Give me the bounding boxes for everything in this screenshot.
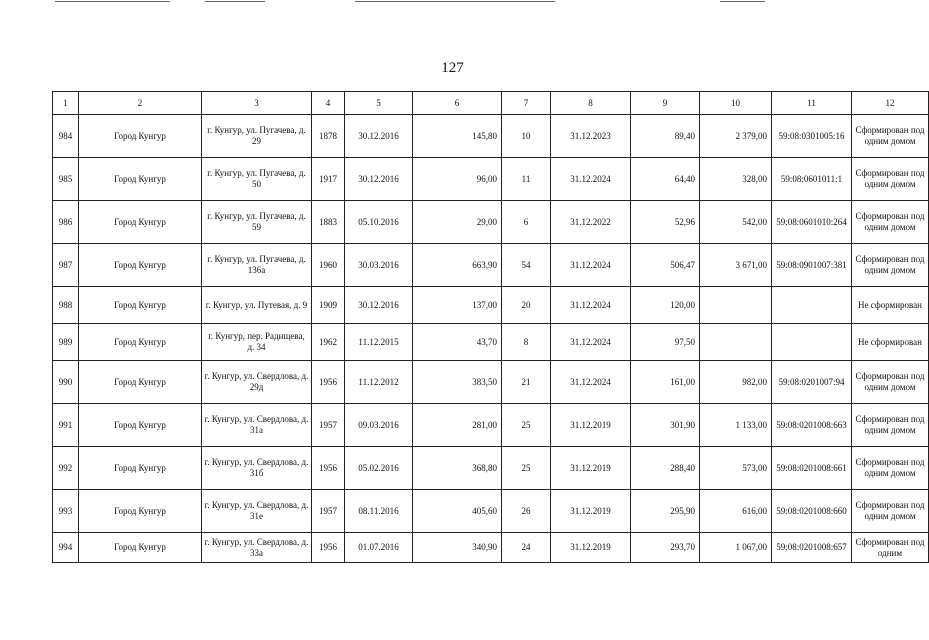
year-cell: 1878 <box>312 115 345 158</box>
row-number-cell: 984 <box>53 115 79 158</box>
status-cell: Сформирован под одним домом <box>852 404 929 447</box>
land-area-cell: 982,00 <box>700 361 772 404</box>
status-cell: Сформирован под одним <box>852 533 929 563</box>
area-cell: 405,60 <box>413 490 502 533</box>
column-header: 8 <box>551 92 631 115</box>
table-row <box>53 244 929 287</box>
deadline-cell: 31.12.2019 <box>551 447 631 490</box>
table-row <box>53 158 929 201</box>
residents-cell: 25 <box>502 447 551 490</box>
land-area-cell: 573,00 <box>700 447 772 490</box>
address-cell: г. Кунгур, ул. Пугачева, д. 59 <box>202 201 312 244</box>
planned-area-cell: 301,90 <box>631 404 700 447</box>
column-header: 2 <box>79 92 202 115</box>
land-area-cell: 3 671,00 <box>700 244 772 287</box>
planned-area-cell: 120,00 <box>631 287 700 324</box>
year-cell: 1956 <box>312 533 345 563</box>
municipality-cell: Город Кунгур <box>79 490 202 533</box>
address-cell: г. Кунгур, ул. Пугачева, д. 50 <box>202 158 312 201</box>
row-number-cell: 991 <box>53 404 79 447</box>
deadline-cell: 31.12.2024 <box>551 361 631 404</box>
municipality-cell: Город Кунгур <box>79 361 202 404</box>
table-row <box>53 115 929 158</box>
cadastral-number-cell: 59:08:0601011:1 <box>772 158 852 201</box>
row-number-cell: 994 <box>53 533 79 563</box>
area-cell: 137,00 <box>413 287 502 324</box>
municipality-cell: Город Кунгур <box>79 447 202 490</box>
cadastral-number-cell <box>772 324 852 361</box>
deadline-cell: 31.12.2024 <box>551 287 631 324</box>
date-cell: 30.12.2016 <box>345 287 413 324</box>
status-cell: Сформирован под одним домом <box>852 361 929 404</box>
residents-cell: 24 <box>502 533 551 563</box>
area-cell: 145,80 <box>413 115 502 158</box>
date-cell: 11.12.2015 <box>345 324 413 361</box>
planned-area-cell: 161,00 <box>631 361 700 404</box>
area-cell: 43,70 <box>413 324 502 361</box>
status-cell: Сформирован под одним домом <box>852 115 929 158</box>
area-cell: 96,00 <box>413 158 502 201</box>
status-cell: Сформирован под одним домом <box>852 447 929 490</box>
area-cell: 368,80 <box>413 447 502 490</box>
area-cell: 383,50 <box>413 361 502 404</box>
residents-cell: 21 <box>502 361 551 404</box>
year-cell: 1962 <box>312 324 345 361</box>
row-number-cell: 989 <box>53 324 79 361</box>
page-number: 127 <box>441 60 464 76</box>
planned-area-cell: 64,40 <box>631 158 700 201</box>
residents-cell: 54 <box>502 244 551 287</box>
table-row <box>53 201 929 244</box>
residents-cell: 20 <box>502 287 551 324</box>
area-cell: 281,00 <box>413 404 502 447</box>
column-header: 10 <box>700 92 772 115</box>
year-cell: 1957 <box>312 404 345 447</box>
address-cell: г. Кунгур, ул. Пугачева, д. 136а <box>202 244 312 287</box>
municipality-cell: Город Кунгур <box>79 244 202 287</box>
planned-area-cell: 52,96 <box>631 201 700 244</box>
deadline-cell: 31.12.2024 <box>551 324 631 361</box>
address-cell: г. Кунгур, ул. Пугачева, д. 29 <box>202 115 312 158</box>
deadline-cell: 31.12.2019 <box>551 533 631 563</box>
residents-cell: 26 <box>502 490 551 533</box>
table-row <box>53 287 929 324</box>
cadastral-number-cell: 59:08:0301005:16 <box>772 115 852 158</box>
column-header: 11 <box>772 92 852 115</box>
year-cell: 1957 <box>312 490 345 533</box>
cadastral-number-cell: 59:08:0901007:381 <box>772 244 852 287</box>
column-header: 3 <box>202 92 312 115</box>
status-cell: Сформирован под одним домом <box>852 158 929 201</box>
cadastral-number-cell: 59:08:0201008:660 <box>772 490 852 533</box>
table-row <box>53 490 929 533</box>
date-cell: 11.12.2012 <box>345 361 413 404</box>
row-number-cell: 993 <box>53 490 79 533</box>
year-cell: 1960 <box>312 244 345 287</box>
year-cell: 1883 <box>312 201 345 244</box>
land-area-cell: 1 133,00 <box>700 404 772 447</box>
year-cell: 1909 <box>312 287 345 324</box>
year-cell: 1956 <box>312 447 345 490</box>
year-cell: 1917 <box>312 158 345 201</box>
registry-table <box>52 91 929 563</box>
row-number-cell: 987 <box>53 244 79 287</box>
residents-cell: 25 <box>502 404 551 447</box>
column-header: 1 <box>53 92 79 115</box>
date-cell: 05.10.2016 <box>345 201 413 244</box>
cadastral-number-cell: 59:08:0201008:663 <box>772 404 852 447</box>
address-cell: г. Кунгур, пер. Радищева, д. 34 <box>202 324 312 361</box>
column-header: 7 <box>502 92 551 115</box>
residents-cell: 11 <box>502 158 551 201</box>
area-cell: 29,00 <box>413 201 502 244</box>
date-cell: 08.11.2016 <box>345 490 413 533</box>
status-cell: Сформирован под одним домом <box>852 201 929 244</box>
column-header: 4 <box>312 92 345 115</box>
land-area-cell <box>700 287 772 324</box>
date-cell: 30.03.2016 <box>345 244 413 287</box>
address-cell: г. Кунгур, ул. Свердлова, д. 33а <box>202 533 312 563</box>
row-number-cell: 988 <box>53 287 79 324</box>
column-header: 9 <box>631 92 700 115</box>
cadastral-number-cell <box>772 287 852 324</box>
row-number-cell: 992 <box>53 447 79 490</box>
column-header: 12 <box>852 92 929 115</box>
municipality-cell: Город Кунгур <box>79 404 202 447</box>
land-area-cell: 542,00 <box>700 201 772 244</box>
deadline-cell: 31.12.2019 <box>551 404 631 447</box>
planned-area-cell: 506,47 <box>631 244 700 287</box>
deadline-cell: 31.12.2024 <box>551 244 631 287</box>
residents-cell: 6 <box>502 201 551 244</box>
date-cell: 05.02.2016 <box>345 447 413 490</box>
table-row <box>53 324 929 361</box>
column-header: 5 <box>345 92 413 115</box>
row-number-cell: 990 <box>53 361 79 404</box>
status-cell: Сформирован под одним домом <box>852 244 929 287</box>
area-cell: 663,90 <box>413 244 502 287</box>
row-number-cell: 986 <box>53 201 79 244</box>
residents-cell: 10 <box>502 115 551 158</box>
table-row <box>53 533 929 563</box>
municipality-cell: Город Кунгур <box>79 201 202 244</box>
address-cell: г. Кунгур, ул. Свердлова, д. 31б <box>202 447 312 490</box>
status-cell: Не сформирован <box>852 287 929 324</box>
address-cell: г. Кунгур, ул. Свердлова, д. 31а <box>202 404 312 447</box>
municipality-cell: Город Кунгур <box>79 324 202 361</box>
cadastral-number-cell: 59:08:0201008:661 <box>772 447 852 490</box>
date-cell: 09.03.2016 <box>345 404 413 447</box>
cadastral-number-cell: 59:08:0201008:657 <box>772 533 852 563</box>
header-row <box>53 92 929 115</box>
cadastral-number-cell: 59:08:0601010:264 <box>772 201 852 244</box>
status-cell: Сформирован под одним домом <box>852 490 929 533</box>
land-area-cell <box>700 324 772 361</box>
area-cell: 340,90 <box>413 533 502 563</box>
planned-area-cell: 97,50 <box>631 324 700 361</box>
deadline-cell: 31.12.2022 <box>551 201 631 244</box>
address-cell: г. Кунгур, ул. Путевая, д. 9 <box>202 287 312 324</box>
date-cell: 30.12.2016 <box>345 115 413 158</box>
cadastral-number-cell: 59:08:0201007:94 <box>772 361 852 404</box>
date-cell: 30.12.2016 <box>345 158 413 201</box>
land-area-cell: 328,00 <box>700 158 772 201</box>
deadline-cell: 31.12.2019 <box>551 490 631 533</box>
deadline-cell: 31.12.2023 <box>551 115 631 158</box>
planned-area-cell: 288,40 <box>631 447 700 490</box>
table-body <box>53 115 929 563</box>
municipality-cell: Город Кунгур <box>79 158 202 201</box>
planned-area-cell: 295,90 <box>631 490 700 533</box>
table-row <box>53 361 929 404</box>
planned-area-cell: 293,70 <box>631 533 700 563</box>
municipality-cell: Город Кунгур <box>79 115 202 158</box>
column-header: 6 <box>413 92 502 115</box>
status-cell: Не сформирован <box>852 324 929 361</box>
planned-area-cell: 89,40 <box>631 115 700 158</box>
table-row <box>53 447 929 490</box>
residents-cell: 8 <box>502 324 551 361</box>
year-cell: 1956 <box>312 361 345 404</box>
row-number-cell: 985 <box>53 158 79 201</box>
deadline-cell: 31.12.2024 <box>551 158 631 201</box>
address-cell: г. Кунгур, ул. Свердлова, д. 29д <box>202 361 312 404</box>
municipality-cell: Город Кунгур <box>79 533 202 563</box>
land-area-cell: 1 067,00 <box>700 533 772 563</box>
municipality-cell: Город Кунгур <box>79 287 202 324</box>
land-area-cell: 616,00 <box>700 490 772 533</box>
date-cell: 01.07.2016 <box>345 533 413 563</box>
table-row <box>53 404 929 447</box>
land-area-cell: 2 379,00 <box>700 115 772 158</box>
scan-top-marks <box>0 0 905 4</box>
address-cell: г. Кунгур, ул. Свердлова, д. 31е <box>202 490 312 533</box>
